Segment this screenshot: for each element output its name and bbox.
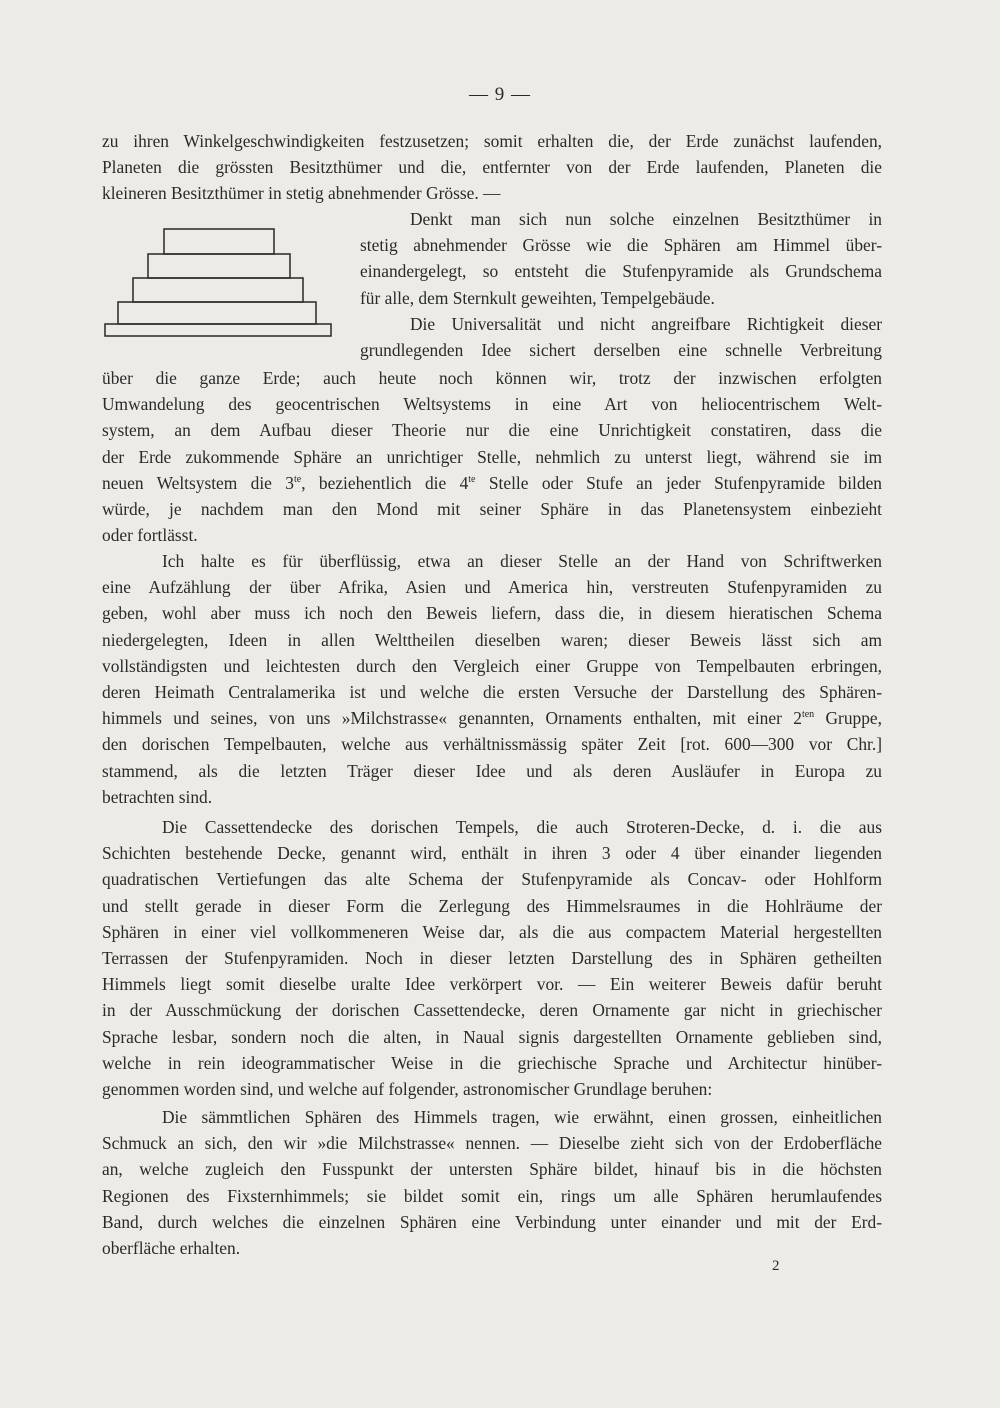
text-line: der Erde zukommende Sphäre an unrichtiger Stelle, nehmlich zu unterst liegt, während sie im (102, 446, 882, 467)
text-line: betrachten sind. (102, 786, 213, 807)
text-line: Umwandelung des geocentrischen Weltsystems in eine Art von heliocentrischem Welt- (102, 394, 882, 415)
paragraph-comparison (102, 548, 882, 810)
text-line: Die Universalität und nicht angreifbare Richtigkeit dieser (410, 313, 882, 334)
text-line: genommen worden sind, und welche auf folgender, astronomischer Grundlage beruhen: (102, 1078, 713, 1099)
text-line: welche in rein ideogrammatischer Weise in die griechische Sprache und Architectur hinüber- (102, 1052, 882, 1073)
paragraph-milky-way (102, 1104, 882, 1261)
pyramid-step-1 (164, 229, 274, 254)
text-line: oberfläche erhalten. (102, 1237, 241, 1258)
text-line: niedergelegten, Ideen in allen Welttheilen dieselben waren; dieser Beweis lässt sich am (102, 629, 882, 650)
text-line: Die Cassettendecke des dorischen Tempels, die auch Stroteren-Decke, d. i. die aus (162, 817, 882, 837)
text-line: system, an dem Aufbau dieser Theorie nur die eine Unrichtigkeit constatiren, dass die (102, 420, 882, 441)
text-line: kleineren Besitzthümer in stetig abnehmender Grösse. — (102, 183, 501, 204)
text-line: neuen Weltsystem die $3^{te}$, beziehentlich die $4^{te}$ Stelle oder Stufe an jeder Stufenpyramide bilden (102, 472, 882, 493)
text-line: Sprache lesbar, sondern noch die alten, in Naual signis dargestellten Ornamente geblieben sind, (102, 1026, 882, 1047)
text-line: und stellt gerade in dieser Form die Zerlegung des Himmelsraumes in die Hohlräume der (102, 895, 882, 916)
text-line: geben, wohl aber muss ich noch den Beweis liefern, dass die, in diesem hieratischen Schema (102, 603, 882, 624)
text-line: vollständigsten und leichtesten durch den Vergleich einer Gruppe von Tempelbauten erbringen, (102, 655, 882, 676)
text-line: über die ganze Erde; auch heute noch können wir, trotz der inzwischen erfolgten (102, 368, 882, 388)
paragraph-cassette-ceiling (102, 814, 882, 1102)
text-line: Band, durch welches die einzelnen Sphären eine Verbindung unter einander und mit der Erd- (102, 1211, 882, 1232)
text-line: Planeten die grössten Besitzthümer und die, entfernter von der Erde laufenden, Planeten die (102, 157, 882, 178)
text-line: Regionen des Fixsternhimmels; sie bildet somit ein, rings um alle Sphären herumlaufendes (102, 1185, 882, 1206)
text-line: Sphären in einer viel vollkommeneren Weise dar, als die aus compactem Material hergestellten (102, 921, 882, 942)
text-line: stetig abnehmender Grösse wie die Sphären am Himmel über- (360, 235, 882, 256)
text-line: eine Aufzählung der über Afrika, Asien und America hin, verstreuten Stufenpyramiden zu (102, 577, 882, 598)
text-line: Schichten bestehende Decke, genannt wird, enthält in ihren 3 oder 4 über einander liegenden (102, 843, 882, 864)
pyramid-step-3 (133, 278, 303, 302)
text-line: für alle, dem Sternkult geweihten, Tempelgebäude. (360, 287, 715, 308)
text-line: oder fortlässt. (102, 525, 198, 546)
text-line: zu ihren Winkelgeschwindigkeiten festzusetzen; somit erhalten die, der Erde zunächst laufenden, (102, 131, 882, 151)
text-line: Ich halte es für überflüssig, etwa an dieser Stelle an der Hand von Schriftwerken (162, 551, 882, 571)
text-line: einandergelegt, so entsteht die Stufenpyramide als Grundschema (360, 261, 882, 282)
text-line: Terrassen der Stufenpyramiden. Noch in dieser letzten Darstellung des in Sphären getheilten (102, 947, 882, 968)
paragraph-universality (102, 365, 882, 548)
text-line: Himmels liegt somit dieselbe uralte Idee verkörpert vor. — Ein weiterer Beweis dafür beruht (102, 974, 882, 995)
pyramid-step-4 (118, 302, 316, 324)
text-line: in der Ausschmückung der dorischen Cassettendecke, deren Ornamente gar nicht in griechischer (102, 1000, 882, 1021)
text-line: Die sämmtlichen Sphären des Himmels tragen, wie erwähnt, einen grossen, einheitlichen (162, 1107, 882, 1127)
text-line: deren Heimath Centralamerika ist und welche die ersten Versuche der Darstellung des Sphären- (102, 681, 882, 702)
pyramid-step-2 (148, 254, 290, 278)
text-line: stammend, als die letzten Träger dieser Idee und als deren Ausläufer in Europa zu (102, 760, 882, 781)
paragraph-beside-diagram (360, 206, 882, 363)
signature-mark: 2 (772, 1258, 780, 1274)
step-pyramid-diagram (100, 224, 340, 344)
page-number: — 9 — (469, 84, 531, 105)
text-line: grundlegenden Idee sichert derselben eine schnelle Verbreitung (360, 339, 882, 360)
pyramid-step-5 (105, 324, 331, 336)
text-line: Denkt man sich nun solche einzelnen Besitzthümer in (410, 209, 882, 229)
text-line: Schmuck an sich, den wir »die Milchstrasse« nennen. — Dieselbe zieht sich von der Erdoberfläche (102, 1133, 882, 1154)
text-line: himmels und seines, von uns »Milchstrasse« genannten, Ornaments enthalten, mit einer $2^{ten}$ Gruppe, (102, 708, 882, 729)
text-line: den dorischen Tempelbauten, welche aus verhältnissmässig später Zeit [rot. 600—300 vor Chr.] (102, 734, 882, 755)
text-line: an, welche zugleich den Fusspunkt der untersten Sphäre bildet, hinauf bis in die höchsten (102, 1159, 882, 1180)
text-line: würde, je nachdem man den Mond mit seiner Sphäre in das Planetensystem einbezieht (102, 498, 882, 519)
paragraph-intro (102, 128, 882, 207)
text-line: quadratischen Vertiefungen das alte Schema der Stufenpyramide als Concav- oder Hohlform (102, 869, 882, 890)
